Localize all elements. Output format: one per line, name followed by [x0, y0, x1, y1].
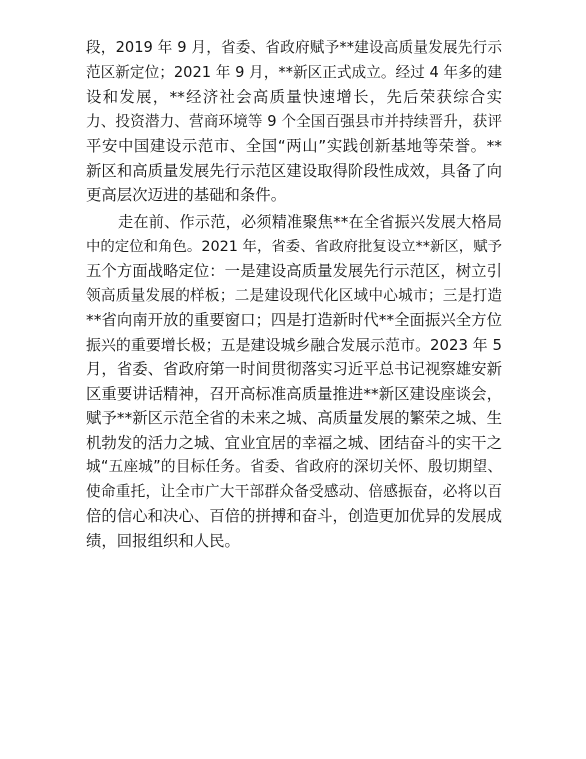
paragraph-line: 平安中国建设示范市、全国“两山”实践创新基地等荣誉。**: [86, 137, 502, 155]
paragraph-line: 设和发展，**经济社会高质量快速增长，先后荣获综合实: [86, 88, 502, 106]
paragraph-line: 力、投资潜力、营商环境等 9 个全国百强县市并持续晋升，获评: [86, 112, 502, 130]
paragraph-line: 五个方面战略定位：一是建设高质量发展先行示范区，树立引: [86, 262, 502, 280]
paragraph-line: 新区和高质量发展先行示范区建设取得阶段性成效，具备了向: [86, 161, 502, 180]
paragraph-line: 更高层次迈进的基础和条件。: [86, 186, 287, 204]
paragraph-line: 领高质量发展的样板；二是建设现代化区域中心城市；三是打造: [86, 286, 502, 304]
paragraph-line: 中的定位和角色。2021 年，省委、省政府批复设立**新区，赋予: [86, 238, 502, 255]
paragraph-2: [86, 210, 502, 553]
paragraph-line: 绩，回报组织和人民。: [86, 531, 240, 550]
paragraph-line: 使命重托，让全市广大干部群众备受感动、倍感振奋，必将以百: [86, 482, 502, 500]
paragraph-line: 走在前、作示范，必须精准聚焦**在全省振兴发展大格局: [118, 213, 502, 231]
paragraph-line: 赋予**新区示范全省的未来之城、高质量发展的繁荣之城、生: [86, 409, 502, 427]
paragraph-1: [86, 36, 502, 208]
paragraph-line: 月，省委、省政府第一时间贯彻落实习近平总书记视察雄安新: [86, 360, 502, 378]
paragraph-line: 段，2019 年 9 月，省委、省政府赋予**建设高质量发展先行示: [86, 39, 502, 56]
paragraph-line: 振兴的重要增长极；五是建设城乡融合发展示范市。2023 年 5: [86, 335, 502, 354]
paragraph-line: 范区新定位；2021 年 9 月，**新区正式成立。经过 4 年多的建: [86, 63, 502, 81]
paragraph-line: 区重要讲话精神，召开高标准高质量推进**新区建设座谈会，: [86, 384, 502, 403]
paragraph-line: 倍的信心和决心、百倍的拼搏和奋斗，创造更加优异的发展成: [86, 507, 502, 525]
paragraph-line: 机勃发的活力之城、宜业宜居的幸福之城、团结奋斗的实干之: [86, 433, 502, 452]
paragraph-line: **省向南开放的重要窗口；四是打造新时代**全面振兴全方位: [86, 311, 502, 329]
paragraph-line: 城“五座城”的目标任务。省委、省政府的深切关怀、殷切期望、: [86, 458, 502, 475]
